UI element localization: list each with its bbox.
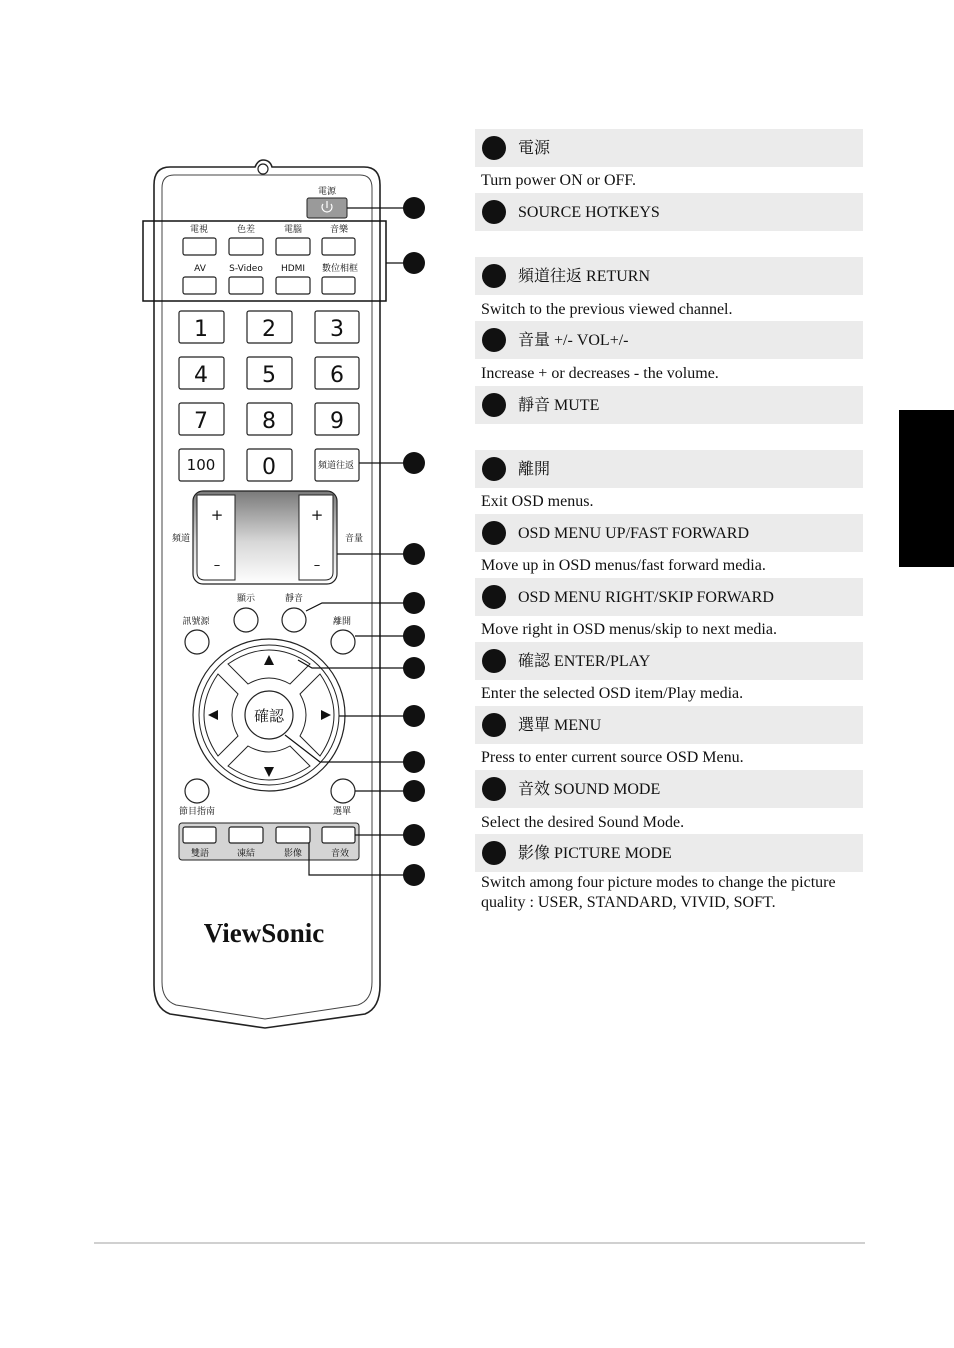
- tv-button[interactable]: [183, 238, 216, 255]
- volume-up-label: +: [310, 506, 324, 524]
- freeze-button[interactable]: [229, 827, 263, 843]
- section-tab: [899, 410, 954, 567]
- navigation-pad: [193, 639, 345, 791]
- item-return-desc: Switch to the previous viewed channel.: [481, 301, 733, 318]
- item-menu-header: [475, 706, 863, 744]
- digit-7-label: 7: [194, 409, 208, 434]
- channel-return-label: 頻道往返: [317, 461, 355, 471]
- item-enter-header: [475, 642, 863, 680]
- digit-1-label: 1: [194, 317, 208, 342]
- component-button[interactable]: [229, 238, 263, 255]
- digit-0-label: 0: [262, 455, 276, 480]
- bilingual-button[interactable]: [183, 827, 216, 843]
- bullet-marker: [482, 777, 506, 801]
- item-source-header: [475, 193, 863, 231]
- label-hdmi: HDMI: [280, 264, 306, 274]
- item-up-header: [475, 514, 863, 552]
- item-sound-en: SOUND MODE: [550, 781, 661, 798]
- item-return-zh: 頻道往返: [518, 266, 583, 285]
- display-label: 顯示: [236, 594, 256, 604]
- item-exit-header: [475, 450, 863, 488]
- item-menu-desc: Press to enter current source OSD Menu.: [481, 749, 744, 766]
- item-right-en: OSD MENU RIGHT/SKIP FORWARD: [518, 589, 774, 606]
- item-source-en: SOURCE HOTKEYS: [518, 204, 660, 221]
- bullet-marker: [482, 200, 506, 224]
- channel-label: 頻道: [171, 534, 191, 544]
- sound-mode-button[interactable]: [322, 827, 355, 843]
- hdmi-button[interactable]: [276, 277, 310, 294]
- bullet-marker: [482, 841, 506, 865]
- label-svideo: S-Video: [229, 264, 263, 274]
- label-music: 音樂: [329, 225, 349, 235]
- item-power-header: [475, 129, 863, 167]
- photo-frame-button[interactable]: [322, 277, 355, 294]
- label-tv: 電視: [189, 225, 209, 235]
- music-button[interactable]: [322, 238, 355, 255]
- item-picture-desc: Switch among four picture modes to change the picture quality : USER, STANDARD, VIVID, SOFT.: [481, 874, 836, 911]
- item-picture-header: [475, 834, 863, 872]
- guide-label: 節目指南: [178, 807, 216, 817]
- item-volume-zh: 音量: [518, 330, 551, 349]
- callout-markers: [403, 197, 425, 886]
- volume-down-label: –: [313, 558, 321, 573]
- item-right-header: [475, 578, 863, 616]
- channel-up-label: +: [210, 506, 224, 524]
- item-picture-zh: 影像: [518, 843, 551, 862]
- exit-button[interactable]: [331, 630, 355, 654]
- volume-label: 音量: [344, 534, 364, 544]
- item-right-desc: Move right in OSD menus/skip to next media.: [481, 621, 777, 638]
- digit-8-label: 8: [262, 409, 276, 434]
- picture-mode-label: 影像: [283, 849, 303, 859]
- item-up-en: OSD MENU UP/FAST FORWARD: [518, 525, 750, 542]
- power-label: 電源: [317, 187, 337, 197]
- item-enter-en: ENTER/PLAY: [550, 653, 651, 670]
- svideo-button[interactable]: [229, 277, 263, 294]
- source-button[interactable]: [185, 630, 209, 654]
- bullet-marker: [482, 457, 506, 481]
- item-enter-desc: Enter the selected OSD item/Play media.: [481, 685, 744, 702]
- item-sound-desc: Select the desired Sound Mode.: [481, 814, 685, 831]
- item-mute-en: MUTE: [550, 397, 600, 414]
- bullet-marker: [482, 264, 506, 288]
- item-return-en: RETURN: [582, 268, 651, 285]
- bullet-marker: [482, 136, 506, 160]
- brand-logo: ViewSonic: [203, 918, 325, 948]
- picture-mode-button[interactable]: [276, 827, 310, 843]
- item-mute-header: [475, 386, 863, 424]
- bullet-marker: [482, 393, 506, 417]
- enter-label: 確認: [253, 707, 285, 725]
- item-exit-zh: 離開: [518, 459, 551, 478]
- digit-6-label: 6: [330, 363, 344, 388]
- guide-button[interactable]: [185, 779, 209, 803]
- av-button[interactable]: [183, 277, 216, 294]
- digit-2-label: 2: [262, 317, 276, 342]
- digit-4-label: 4: [194, 363, 208, 388]
- digit-100-label: 100: [186, 456, 216, 474]
- item-sound-zh: 音效: [518, 779, 551, 798]
- bullet-marker: [482, 521, 506, 545]
- item-volume-en: +/- VOL+/-: [550, 332, 629, 349]
- bullet-marker: [482, 649, 506, 673]
- display-button[interactable]: [234, 608, 258, 632]
- item-return-header: [475, 257, 863, 295]
- label-component: 色差: [236, 225, 256, 235]
- item-picture-en: PICTURE MODE: [550, 845, 672, 862]
- footer-divider: [94, 1242, 865, 1244]
- source-label: 訊號源: [182, 617, 210, 627]
- label-photo-frame: 數位相框: [321, 264, 359, 274]
- menu-label: 選單: [332, 807, 352, 817]
- item-volume-desc: Increase + or decreases - the volume.: [481, 365, 719, 382]
- item-exit-desc: Exit OSD menus.: [481, 493, 594, 510]
- item-mute-zh: 靜音: [518, 395, 551, 414]
- item-enter-zh: 確認: [518, 651, 551, 670]
- item-sound-header: [475, 770, 863, 808]
- item-power-desc: Turn power ON or OFF.: [481, 172, 637, 189]
- freeze-label: 凍結: [236, 849, 256, 859]
- bullet-marker: [482, 585, 506, 609]
- item-power-zh: 電源: [518, 138, 551, 157]
- menu-button[interactable]: [331, 779, 355, 803]
- bullet-marker: [482, 713, 506, 737]
- exit-label: 離開: [332, 617, 352, 627]
- sound-mode-label: 音效: [330, 849, 350, 859]
- item-up-desc: Move up in OSD menus/fast forward media.: [481, 557, 766, 574]
- bullet-marker: [482, 328, 506, 352]
- digit-5-label: 5: [262, 363, 276, 388]
- digit-3-label: 3: [330, 317, 344, 342]
- label-pc: 電腦: [283, 225, 303, 235]
- digit-9-label: 9: [330, 409, 344, 434]
- pc-button[interactable]: [276, 238, 310, 255]
- mute-label: 靜音: [284, 594, 304, 604]
- channel-down-label: –: [213, 558, 221, 573]
- item-menu-en: MENU: [550, 717, 602, 734]
- item-menu-zh: 選單: [518, 715, 551, 734]
- item-volume-header: [475, 321, 863, 359]
- mute-button[interactable]: [282, 608, 306, 632]
- bilingual-label: 雙語: [190, 849, 210, 859]
- label-av: AV: [194, 264, 206, 274]
